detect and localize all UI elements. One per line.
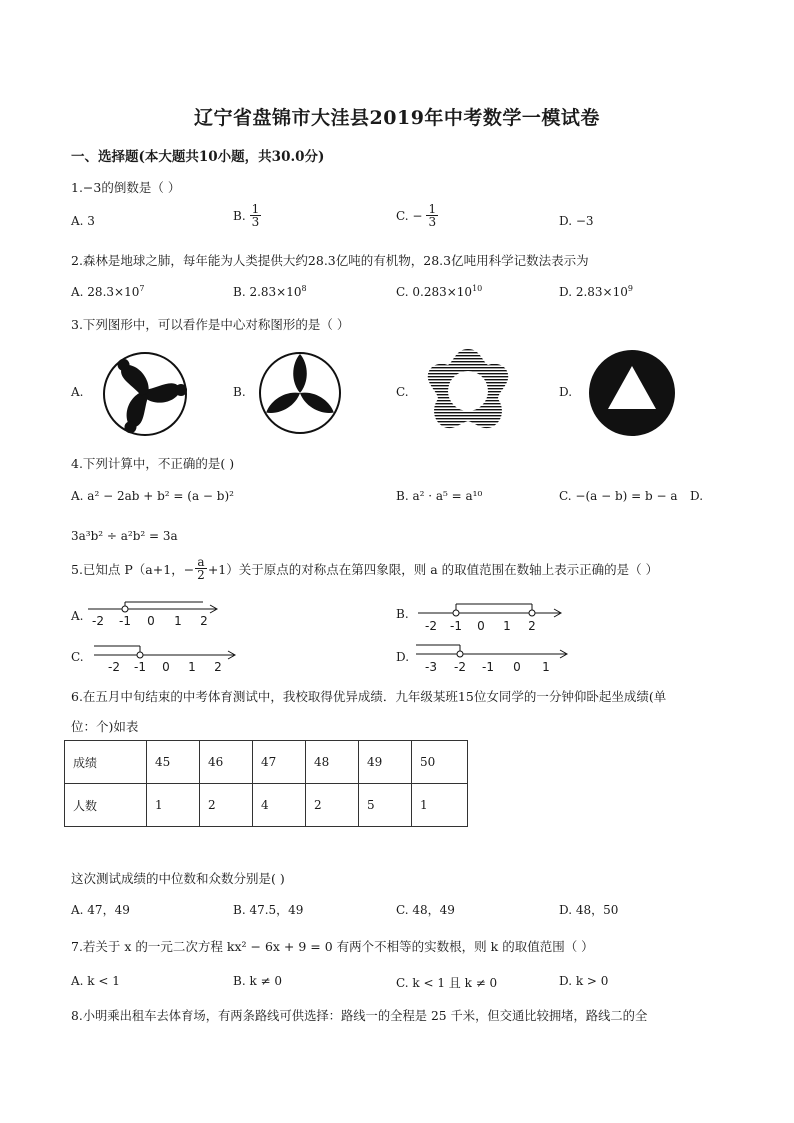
table-cell: 48 (306, 741, 359, 784)
q2-option-d-exponent: 9 (627, 284, 633, 293)
q5-stem (71, 556, 658, 581)
q2-option-a-base: A. 28.3×10 (71, 285, 140, 299)
q5-option-c-label: C. (71, 650, 84, 664)
q1-option-c-denominator: 3 (428, 215, 437, 229)
q1-option-c-numerator: 1 (428, 202, 437, 216)
q5-a-tick-0: -2 (92, 614, 104, 628)
q3-figure-d-triangle (588, 349, 676, 437)
q5-number-line-b (418, 600, 568, 634)
table-cell: 成绩 (65, 741, 147, 784)
table-cell: 46 (200, 741, 253, 784)
q5-option-b-label: B. (396, 607, 409, 621)
q1-option-c (396, 203, 438, 228)
q5-c-tick-2: 0 (162, 660, 170, 674)
q1-option-a: A. 3 (71, 214, 95, 228)
q5-stem-fraction (195, 556, 207, 581)
q2-option-d-base: D. 2.83×10 (559, 285, 628, 299)
q2-option-a (71, 284, 144, 299)
q5-fraction-numerator: a (197, 555, 205, 569)
table-cell: 50 (412, 741, 468, 784)
table-cell: 1 (147, 784, 200, 827)
q2-option-b (233, 284, 307, 299)
q6-option-b: B. 47.5，49 (233, 903, 304, 917)
q5-c-tick-4: 2 (214, 660, 222, 674)
q5-b-tick-1: -1 (450, 619, 462, 633)
q5-stem-start: 5.已知点 P（a+1，− (71, 561, 195, 577)
q5-number-line-a (88, 598, 223, 630)
q6-option-d: D. 48，50 (559, 903, 619, 917)
q6-score-table (64, 740, 468, 827)
q5-c-tick-3: 1 (188, 660, 196, 674)
q2-option-b-base: B. 2.83×10 (233, 285, 302, 299)
page-title: 辽宁省盘锦市大洼县2019年中考数学一模试卷 (194, 107, 600, 129)
q1-option-d: D. −3 (559, 214, 594, 228)
q2-option-b-exponent: 8 (301, 284, 307, 293)
q5-number-line-c (94, 640, 239, 674)
q3-option-d-label: D. (559, 385, 573, 399)
q1-option-b-fraction (250, 203, 262, 228)
q3-figure-c-flower (422, 345, 514, 437)
q3-option-a-label: A. (71, 385, 84, 399)
q5-a-tick-1: -1 (119, 614, 131, 628)
q5-d-tick-3: 0 (513, 660, 521, 674)
q7-stem: 7.若关于 x 的一元二次方程 kx² − 6x + 9 = 0 有两个不相等的实数根，则 k 的取值范围（ ） (71, 939, 594, 954)
q4-option-d-label: D. (690, 489, 704, 503)
q6-option-a: A. 47，49 (71, 903, 130, 917)
q5-a-tick-2: 0 (147, 614, 155, 628)
q3-figure-b-petals (258, 351, 342, 435)
q5-b-tick-3: 1 (503, 619, 511, 633)
q2-option-c (396, 284, 482, 299)
table-cell: 49 (359, 741, 412, 784)
q5-d-tick-1: -2 (454, 660, 466, 674)
q4-stem: 4.下列计算中，不正确的是( ) (71, 456, 235, 471)
table-cell: 2 (306, 784, 359, 827)
q5-option-a-label: A. (71, 609, 84, 623)
q5-fraction-denominator: 2 (197, 568, 205, 582)
q7-option-a: A. k < 1 (71, 974, 120, 988)
q1-option-c-fraction (426, 203, 438, 228)
table-cell: 5 (359, 784, 412, 827)
q8-stem: 8.小明乘出租车去体育场，有两条路线可供选择：路线一的全程是 25 千米，但交通比较拥堵，路线二的全 (71, 1009, 648, 1023)
q2-option-c-exponent: 10 (472, 284, 483, 293)
q1-option-b (233, 203, 261, 228)
table-cell: 45 (147, 741, 200, 784)
q5-option-d-label: D. (396, 650, 410, 664)
q6-stem-line1: 6.在五月中旬结束的中考体育测试中，我校取得优异成绩．九年级某班15位女同学的一分钟仰卧起坐成绩(单 (71, 689, 667, 704)
q3-option-c-label: C. (396, 385, 409, 399)
q7-option-c: C. k < 1 且 k ≠ 0 (396, 976, 498, 990)
q1-stem: 1.−3的倒数是（ ） (71, 180, 181, 195)
q5-c-tick-0: -2 (108, 660, 120, 674)
q4-option-b: B. a² · a⁵ = a¹⁰ (396, 489, 483, 503)
q7-option-b: B. k ≠ 0 (233, 974, 283, 988)
q4-option-d: 3a³b² ÷ a²b² = 3a (71, 529, 178, 543)
q5-number-line-d (416, 641, 571, 675)
q3-figure-a-swirl (102, 351, 188, 437)
q6-option-c: C. 48，49 (396, 903, 455, 917)
q5-d-tick-2: -1 (482, 660, 494, 674)
table-cell: 人数 (65, 784, 147, 827)
table-cell: 4 (253, 784, 306, 827)
q2-option-c-base: C. 0.283×10 (396, 285, 473, 299)
q5-stem-end: +1）关于原点的对称点在第四象限，则 a 的取值范围在数轴上表示正确的是（ ） (207, 561, 659, 577)
q1-option-c-label: C. − (396, 208, 423, 223)
q7-option-d: D. k > 0 (559, 974, 609, 988)
q4-option-c: C. −(a − b) = b − a (559, 489, 678, 503)
q1-option-b-label: B. (233, 208, 246, 223)
q3-stem: 3.下列图形中，可以看作是中心对称图形的是（ ） (71, 317, 350, 332)
q5-b-tick-4: 2 (528, 619, 536, 633)
table-cell: 2 (200, 784, 253, 827)
q3-option-b-label: B. (233, 385, 246, 399)
q5-b-tick-2: 0 (477, 619, 485, 633)
q2-option-a-exponent: 7 (139, 284, 145, 293)
q5-a-tick-4: 2 (200, 614, 208, 628)
q6-question: 这次测试成绩的中位数和众数分别是( ) (71, 871, 285, 886)
q2-option-d (559, 284, 633, 299)
q5-c-tick-1: -1 (134, 660, 146, 674)
table-row (65, 784, 468, 827)
q5-b-tick-0: -2 (425, 619, 437, 633)
table-cell: 1 (412, 784, 468, 827)
table-cell: 47 (253, 741, 306, 784)
q5-d-tick-4: 1 (542, 660, 550, 674)
table-row (65, 741, 468, 784)
section-heading: 一、选择题(本大题共10小题，共30.0分) (71, 149, 325, 165)
q6-stem-line2: 位：个)如表 (71, 719, 139, 734)
q5-a-tick-3: 1 (174, 614, 182, 628)
q2-stem: 2.森林是地球之肺，每年能为人类提供大约28.3亿吨的有机物，28.3亿吨用科学记数法表示为 (71, 253, 589, 268)
q1-option-b-denominator: 3 (251, 215, 260, 229)
q5-d-tick-0: -3 (425, 660, 437, 674)
q1-option-b-numerator: 1 (251, 202, 260, 216)
q4-option-a: A. a² − 2ab + b² = (a − b)² (71, 489, 234, 503)
